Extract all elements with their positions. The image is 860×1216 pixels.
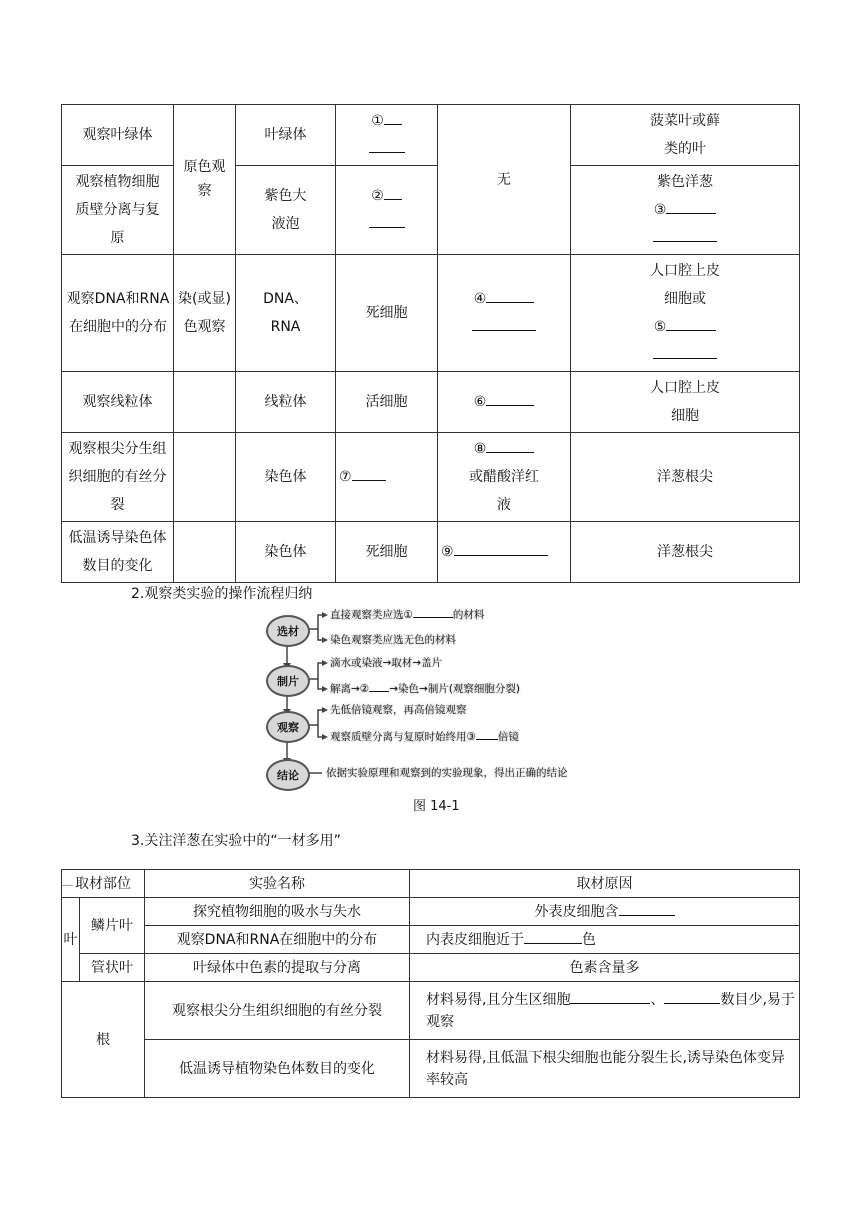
observe-object: 染色体 [236, 433, 336, 522]
method-cell [174, 105, 236, 255]
header-part: 取材部位 [62, 870, 145, 898]
experiment-name: 探究植物细胞的吸水与失水 [145, 898, 410, 926]
table-row [62, 255, 800, 372]
reason-end: 数目少,易于观察 [426, 991, 795, 1030]
blank-marker: ④ [473, 291, 487, 307]
stain-cell: 无 [438, 105, 571, 255]
material-text: 紫色洋葱 [657, 174, 713, 190]
observe-object: 染色体 [236, 522, 336, 583]
blank-marker: ① [371, 113, 384, 129]
reason-text: 外表皮细胞含 [534, 903, 619, 920]
reason-cell: 材料易得,且低温下根尖细胞也能分裂生长,诱导染色体变异率较高 [410, 1040, 800, 1098]
blank-marker: ⑦ [339, 469, 352, 485]
blank-marker: ⑥ [473, 394, 487, 410]
reason-cell [410, 898, 800, 926]
section-2-title: 2.观察类实验的操作流程归纳 [131, 586, 313, 602]
material-text: 人口腔上皮细胞 [650, 380, 720, 424]
stain-cell [438, 522, 571, 583]
method-cell [174, 372, 236, 433]
section-3-title: 3.关注洋葱在实验中的“一材多用” [131, 833, 341, 849]
observe-line-2-text: 观察质壁分离与复原时始终用③ [330, 731, 476, 743]
leaf-label: 叶 [62, 898, 80, 982]
table-row [62, 926, 800, 954]
observe-object [236, 166, 336, 255]
onion-table [61, 869, 800, 1098]
material-cell: 洋葱根尖 [571, 433, 800, 522]
observe-object-text: 紫色大液泡 [264, 188, 307, 232]
experiment-table [61, 104, 800, 583]
stain-text: 或醋酸洋红液 [469, 469, 539, 513]
material-cell [571, 105, 800, 166]
experiment-name: 低温诱导植物染色体数目的变化 [145, 1040, 410, 1098]
stain-cell [438, 433, 571, 522]
prep-line-1: 滴水或染液→取材→盖片 [330, 657, 443, 669]
table-row [62, 105, 800, 166]
method-label: 染(或显)色观察 [178, 291, 231, 335]
experiment-name [62, 522, 174, 583]
observe-object: 线粒体 [236, 372, 336, 433]
reason-text: 材料易得,且分生区细胞 [426, 991, 571, 1008]
blank-marker: ⑤ [653, 319, 667, 335]
experiment-text: 观察植物细胞质壁分离与复原 [75, 174, 160, 246]
method-cell [174, 255, 236, 372]
experiment-text: 低温诱导染色体数目的变化 [68, 530, 167, 574]
observe-object-text: DNA、RNA [263, 291, 308, 335]
material-text: 菠菜叶或藓类的叶 [650, 113, 720, 157]
experiment-name [62, 255, 174, 372]
experiment-name: 观察叶绿体 [62, 105, 174, 166]
node-select: 选材 [266, 615, 310, 647]
experiment-name: 观察线粒体 [62, 372, 174, 433]
header-reason: 取材原因 [410, 870, 800, 898]
prep-line-2 [330, 681, 520, 696]
stain-cell [438, 255, 571, 372]
experiment-text: 观察DNA和RNA在细胞中的分布 [66, 291, 170, 335]
blank-marker: ⑧ [473, 441, 487, 457]
select-line-1-text: 直接观察类应选① [330, 609, 413, 621]
table-row [62, 898, 800, 926]
cell-state: 活细胞 [336, 372, 438, 433]
experiment-text: 观察根尖分生组织细胞的有丝分裂 [68, 441, 167, 513]
node-conclusion: 结论 [266, 759, 310, 791]
blank-marker: ⑨ [441, 544, 454, 560]
table-row [62, 522, 800, 583]
table-row [62, 372, 800, 433]
reason-cell [410, 982, 800, 1040]
reason-suffix: 色 [582, 931, 596, 948]
root-label: 根 [62, 982, 145, 1098]
table-header-row [62, 870, 800, 898]
observe-object: 叶绿体 [236, 105, 336, 166]
experiment-name: 观察根尖分生组织细胞的有丝分裂 [145, 982, 410, 1040]
prep-line-2-b: →染色→制片(观察细胞分裂) [389, 683, 521, 695]
node-prep: 制片 [266, 665, 310, 697]
figure-caption: 图 14-1 [413, 799, 460, 814]
node-observe: 观察 [266, 711, 310, 743]
conclusion-line: 依据实验原理和观察到的实验现象，得出正确的结论 [326, 767, 568, 779]
part-scale-leaf: 鳞片叶 [80, 898, 145, 954]
table-row [62, 1040, 800, 1098]
table-row [62, 433, 800, 522]
experiment-name: 叶绿体中色素的提取与分离 [145, 954, 410, 982]
cell-state [336, 166, 438, 255]
reason-text: 内表皮细胞近于 [426, 931, 524, 948]
observe-line-2-suffix: 倍镜 [497, 731, 519, 743]
observe-line-1: 先低倍镜观察，再高倍镜观察 [330, 704, 467, 716]
cell-state [336, 105, 438, 166]
reason-cell: 色素含量多 [410, 954, 800, 982]
select-line-1-suffix: 的材料 [452, 609, 485, 621]
experiment-name: 观察DNA和RNA在细胞中的分布 [145, 926, 410, 954]
method-cell [174, 522, 236, 583]
material-cell [571, 255, 800, 372]
blank-marker: ③ [653, 202, 667, 218]
material-cell [571, 372, 800, 433]
experiment-name [62, 433, 174, 522]
material-text: 人口腔上皮细胞或 [650, 263, 720, 307]
reason-mid: 、 [650, 991, 665, 1008]
method-cell [174, 433, 236, 522]
cell-state: 死细胞 [336, 255, 438, 372]
prep-line-2-a: 解离→② [330, 683, 370, 695]
flowchart [260, 603, 600, 793]
table-row [62, 954, 800, 982]
cell-state [336, 433, 438, 522]
blank-marker: ② [371, 188, 384, 204]
table-row [62, 166, 800, 255]
select-line-1 [330, 607, 484, 622]
part-tube-leaf: 管状叶 [80, 954, 145, 982]
observe-line-2 [330, 729, 519, 744]
material-cell: 洋葱根尖 [571, 522, 800, 583]
cell-state: 死细胞 [336, 522, 438, 583]
header-name: 实验名称 [145, 870, 410, 898]
observe-object [236, 255, 336, 372]
stain-cell [438, 372, 571, 433]
table-row [62, 982, 800, 1040]
select-line-2: 染色观察类应选无色的材料 [330, 634, 456, 646]
method-label: 原色观察 [183, 158, 226, 199]
material-cell [571, 166, 800, 255]
reason-cell [410, 926, 800, 954]
experiment-name [62, 166, 174, 255]
